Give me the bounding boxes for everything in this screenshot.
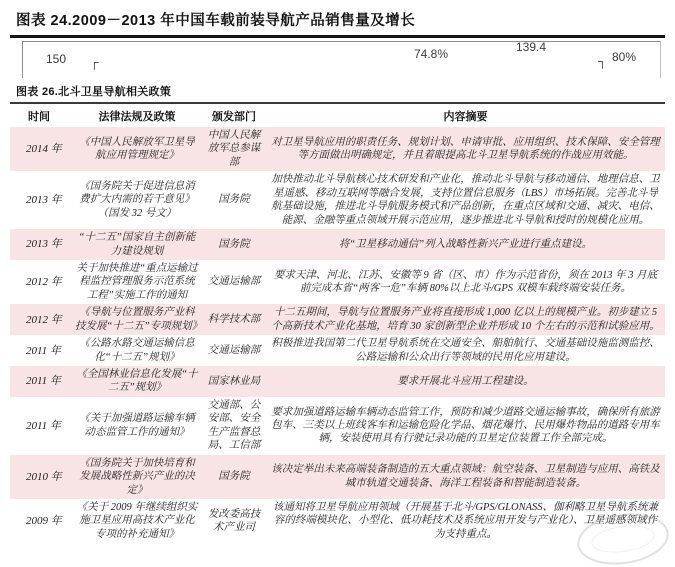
cell-year: 2013 年: [26, 238, 62, 251]
cell-year: 2012 年: [26, 276, 62, 289]
cell-year: 2011 年: [26, 375, 61, 388]
cell-dept: 交通运输部: [207, 276, 261, 288]
cell-summary: 该通知将卫星导航应用领域（开展基于北斗/GPS/GLONASS、伽利略卫星导航系统兼容的终端模块化、小型化、低功耗技术及系统应用开发与产业化）、卫星遥感领域作为支持重点。: [272, 501, 658, 540]
chart-growth-rate-label: 74.8%: [414, 47, 449, 61]
cell-law: 《公路水路交通运输信息化“十二五”规划》: [79, 338, 195, 363]
cell-year: 2014 年: [26, 143, 62, 156]
cell-year: 2009 年: [26, 515, 62, 528]
table-row: [10, 455, 665, 499]
header-summary: 内容摘要: [443, 111, 488, 123]
chart-tick-left-icon: ┌: [90, 55, 99, 69]
table-row: [10, 171, 665, 229]
chart-tick-right-icon: ┐: [598, 54, 607, 68]
cell-summary: 将“卫星移动通信”列入战略性新兴产业进行重点建设。: [338, 238, 593, 250]
policy-table: [10, 104, 665, 543]
cell-year: 2010 年: [26, 470, 62, 483]
cell-dept: 发改委高技术产业司: [207, 508, 261, 534]
cell-dept: 国务院: [218, 238, 250, 250]
cell-year: 2011 年: [26, 344, 61, 357]
table-row: [10, 335, 665, 366]
cell-law: 关于加快推进“重点运输过程监控管理服务示范系统工程”实施工作的通知: [76, 262, 198, 301]
header-time: 时间: [28, 111, 50, 123]
cell-law: 《国务院关于促进信息消费扩大内需的若干意见》（国发 32 号文）: [79, 181, 195, 219]
table-row: [10, 260, 665, 304]
cell-dept: 国务院: [218, 194, 250, 206]
table-row: [10, 229, 665, 260]
table-row: [10, 127, 665, 171]
cell-law: 《国务院关于加快培育和发展战略性新兴产业的决定》: [79, 457, 195, 496]
cell-law: 《中国人民解放军卫星导航应用管理规定》: [79, 136, 195, 162]
cell-summary: 要求开展北斗应用工程建设。: [397, 375, 534, 387]
table-row: [10, 304, 665, 335]
cell-law: 《关于 2009 年继续组织实施卫星应用高技术产业化专项的补充通知》: [76, 501, 198, 540]
table-row: [10, 499, 665, 543]
cell-dept: 交通运输部: [207, 344, 261, 356]
cell-law: “十二五”国家自主创新能力建设规划: [78, 232, 196, 257]
cell-summary: 要求天津、河北、江苏、安徽等 9 省（区、市）作为示范省份，须在 2013 年 3 月底前完成本省“两客一危”车辆 80%以上北斗/GPS 双模车载终端安装任务。: [273, 269, 658, 295]
chart26-title: 图表 26.北斗卫星导航相关政策: [16, 86, 172, 98]
cell-year: 2013 年: [26, 194, 62, 207]
cell-law: 《导航与位置服务产业科技发展“十二五”专项规划》: [75, 307, 203, 332]
cell-year: 2011 年: [26, 419, 61, 432]
cell-dept: 交通部、公安部、安全生产监督总局、工信部: [207, 399, 261, 452]
chart-y-axis-right-value: 80%: [612, 50, 637, 64]
header-dept: 颁发部门: [212, 111, 256, 123]
chart-data-point-label: 139.4: [516, 40, 547, 54]
table-row: [10, 366, 665, 397]
table-row: [10, 397, 665, 455]
chart-frame: [22, 41, 661, 78]
cell-law: 《全国林业信息化发展“十二五”规划》: [76, 369, 198, 394]
cell-summary: 要求加强道路运输车辆动态监管工作，预防和减少道路交通运输事故，确保所有旅游包车、三类以上班线客车和运输危险化学品、烟花爆竹、民用爆炸物品的道路专用车辆，安装使用具有行驶记录功能的卫星定位装置工作全部完成。: [271, 406, 660, 445]
header-law: 法律法规及政策: [98, 111, 176, 123]
cell-dept: 国务院: [218, 471, 250, 483]
cell-summary: 积极推进我国第二代卫星导航系统在交通安全、船舶航行、交通基础设施监测监控、公路运输和公众出行等领域的民用化应用建设。: [271, 338, 660, 363]
cell-dept: 国家林业局: [207, 375, 261, 387]
table-header-row: [10, 104, 665, 127]
cell-year: 2012 年: [26, 313, 62, 326]
cell-summary: 对卫星导航应用的职责任务、规划计划、申请审批、应用组织、技术保障、安全管理等方面做出明确规定，并且着眼提高北斗卫星导航系统的作战应用效能。: [271, 136, 660, 162]
chart24-fragment: [10, 35, 665, 76]
cell-law: 《关于加强道路运输车辆动态监管工作的通知》: [79, 413, 195, 438]
chart24-title: 图表 24.2009－2013 年中国车载前装导航产品销售量及增长: [16, 13, 416, 29]
cell-summary: 加快推动北斗导航核心技术研发和产业化，推动北斗导航与移动通信、地理信息、卫星遥感、移动互联网等融合发展，支持位置信息服务（LBS）市场拓展。完善北斗导航基础设施，推进北斗导航服务模式和产品创新，在重点区域和交通、减灾、电信、能源、金融等重点领域开展示范应用，逐步推进北斗导航和授时的规模化应用。: [271, 174, 660, 226]
cell-summary: 该决定举出未来高端装备制造的五大重点领域：航空装备、卫星制造与应用、高铁及城市轨道交通装备、海洋工程装备和智能制造装备。: [271, 464, 660, 489]
chart-y-axis-left-value: 150: [46, 52, 67, 66]
cell-dept: 中国人民解放军总参谋部: [207, 130, 261, 168]
cell-dept: 科学技术部: [207, 313, 261, 325]
cell-summary: 十二五期间，导航与位置服务产业将直接形成 1,000 亿以上的规模产业。初步建立 5 个高新技术产业化基地，培育 30 家创新型企业并形成 10 个左右的示范和试验应用。: [271, 307, 660, 332]
